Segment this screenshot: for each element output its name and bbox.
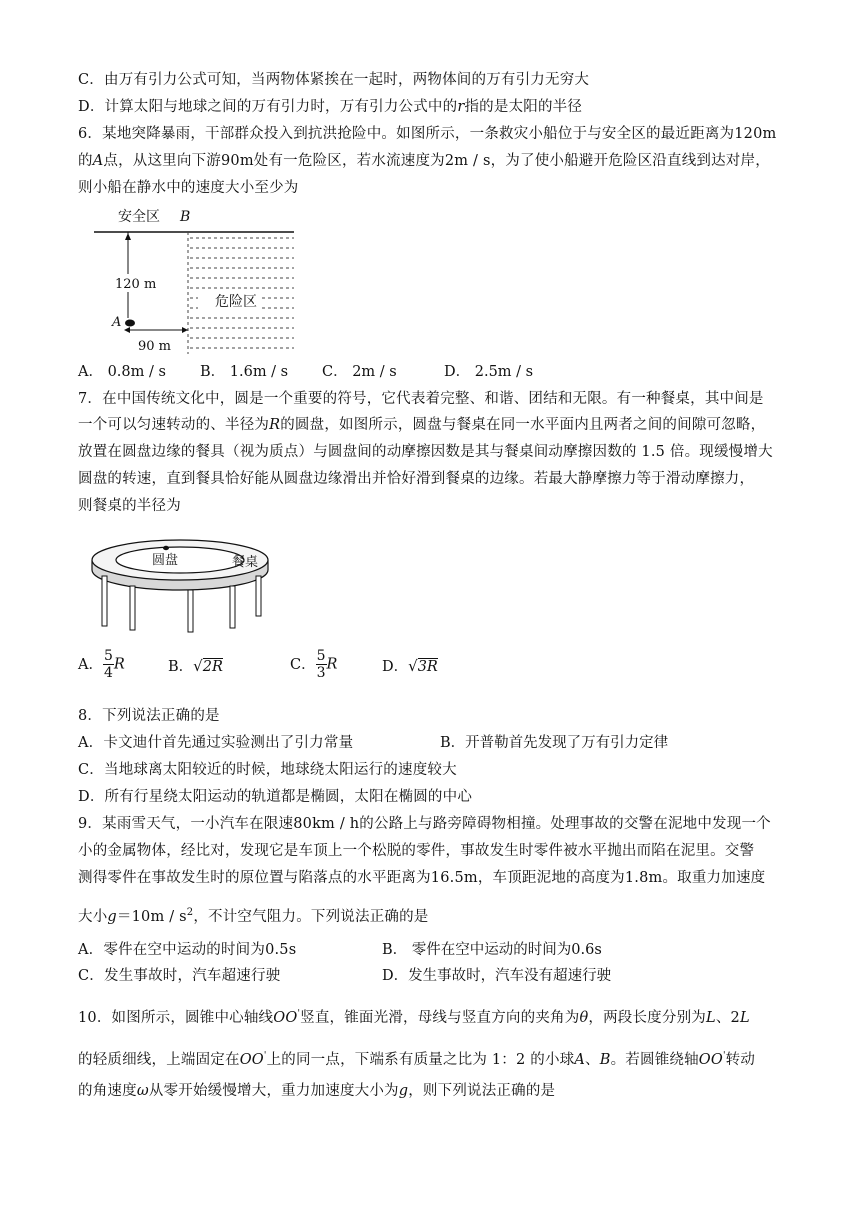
- q7-stem-line3: 放置在圆盘边缘的餐具（视为质点）与圆盘间的动摩擦因数是其与餐桌间动摩擦因数的 1.5 倍。现缓慢增大: [78, 444, 773, 460]
- q8-stem: 8．下列说法正确的是: [78, 708, 220, 724]
- q6-fig-120m-label: 120 m: [115, 277, 157, 292]
- q7-stem-line2: 一个可以匀速转动的、半径为R的圆盘，如图所示，圆盘与餐桌在同一水平面内且两者之间的间隙可忽略，: [78, 417, 766, 433]
- q9-stem-line2: 小的金属物体，经比对，发现它是车顶上一个松脱的零件，事故发生时零件被水平抛出而陷在泥里。交警: [78, 843, 755, 859]
- q9-stem-line1: 9．某雨雪天气，一小汽车在限速80km / h的公路上与路旁障碍物相撞。处理事故的交警在泥地中发现一个: [78, 816, 771, 832]
- q9-stem-line4: 大小$g=10m / s^2$，不计空气阻力。下列说法正确的是: [78, 907, 429, 925]
- q6-fig-90m-label: 90 m: [138, 337, 171, 357]
- q8-option-b: B．开普勒首先发现了万有引力定律: [440, 735, 669, 751]
- q9-option-a: A．零件在空中运动的时间为0.5s: [78, 942, 297, 958]
- q7-option-c: C． $\frac{5}{3}$ R: [290, 648, 338, 681]
- q10-stem-line2: 的轻质细线，上端固定在OO'上的同一点，下端系有质量之比为 1：2 的小球A、B。若圆锥绕轴OO'转动: [78, 1051, 756, 1068]
- q6-option-b: B． 1.6m / s: [200, 364, 289, 380]
- q6-fig-danger-zone-label: 危险区: [215, 294, 257, 310]
- q9-option-c: C．发生事故时，汽车超速行驶: [78, 968, 281, 984]
- q7-fig-table-label: 餐桌: [232, 555, 259, 570]
- q6-fig-point-a-label: A: [112, 315, 122, 330]
- q7-stem-line1: 7．在中国传统文化中，圆是一个重要的符号，它代表着完整、和谐、团结和无限。有一种餐桌，其中间是: [78, 391, 764, 407]
- q10-stem-line1: 10．如图所示，圆锥中心轴线OO'竖直，锥面光滑，母线与竖直方向的夹角为θ，两段长度分别为L、2L: [78, 1009, 750, 1026]
- q6-fig-safe-zone-label: 安全区: [118, 209, 160, 225]
- q9-option-b: B． 零件在空中运动的时间为0.6s: [382, 942, 602, 958]
- q7-stem-line5: 则餐桌的半径为: [78, 498, 181, 514]
- q9-stem-line3: 测得零件在事故发生时的原位置与陷落点的水平距离为16.5m，车顶距泥地的高度为1.8m。取重力加速度: [78, 870, 766, 886]
- q7-fig-disk-label: 圆盘: [152, 553, 179, 568]
- q8-option-d: D．所有行星绕太阳运动的轨道都是椭圆，太阳在椭圆的中心: [78, 789, 473, 805]
- q7-table-figure: [88, 530, 272, 636]
- q6-stem-line3: 则小船在静水中的速度大小至少为: [78, 180, 299, 196]
- q7-option-a: A． $\frac{5}{4}$ R: [78, 648, 125, 681]
- q5-option-c: C．由万有引力公式可知，当两物体紧挨在一起时，两物体间的万有引力无穷大: [78, 72, 590, 88]
- q9-option-d: D．发生事故时，汽车没有超速行驶: [382, 968, 612, 984]
- q6-stem-line2: 的A点，从这里向下游90m处有一危险区，若水流速度为2m / s，为了使小船避开危险区沿直线到达对岸，: [78, 153, 770, 169]
- q7-option-b: B．√2R: [168, 657, 223, 675]
- q10-stem-line3: 的角速度ω从零开始缓慢增大，重力加速度大小为g，则下列说法正确的是: [78, 1083, 556, 1099]
- q8-option-a: A．卡文迪什首先通过实验测出了引力常量: [78, 735, 354, 751]
- q6-option-d: D． 2.5m / s: [444, 364, 534, 380]
- q7-option-d: D．√3R: [382, 657, 438, 675]
- q8-option-c: C．当地球离太阳较近的时候，地球绕太阳运行的速度较大: [78, 762, 457, 778]
- q7-stem-line4: 圆盘的转速，直到餐具恰好能从圆盘边缘滑出并恰好滑到餐桌的边缘。若最大静摩擦力等于滑动摩擦力，: [78, 471, 755, 487]
- q6-stem-line1: 6．某地突降暴雨，干部群众投入到抗洪抢险中。如图所示，一条救灾小船位于与安全区的最近距离为120m: [78, 126, 777, 142]
- q6-option-a: A． 0.8m / s: [78, 364, 166, 380]
- q5-option-d: D．计算太阳与地球之间的万有引力时，万有引力公式中的r指的是太阳的半径: [78, 99, 583, 115]
- q6-option-c: C． 2m / s: [322, 364, 397, 380]
- q6-fig-point-b-label: B: [180, 209, 191, 225]
